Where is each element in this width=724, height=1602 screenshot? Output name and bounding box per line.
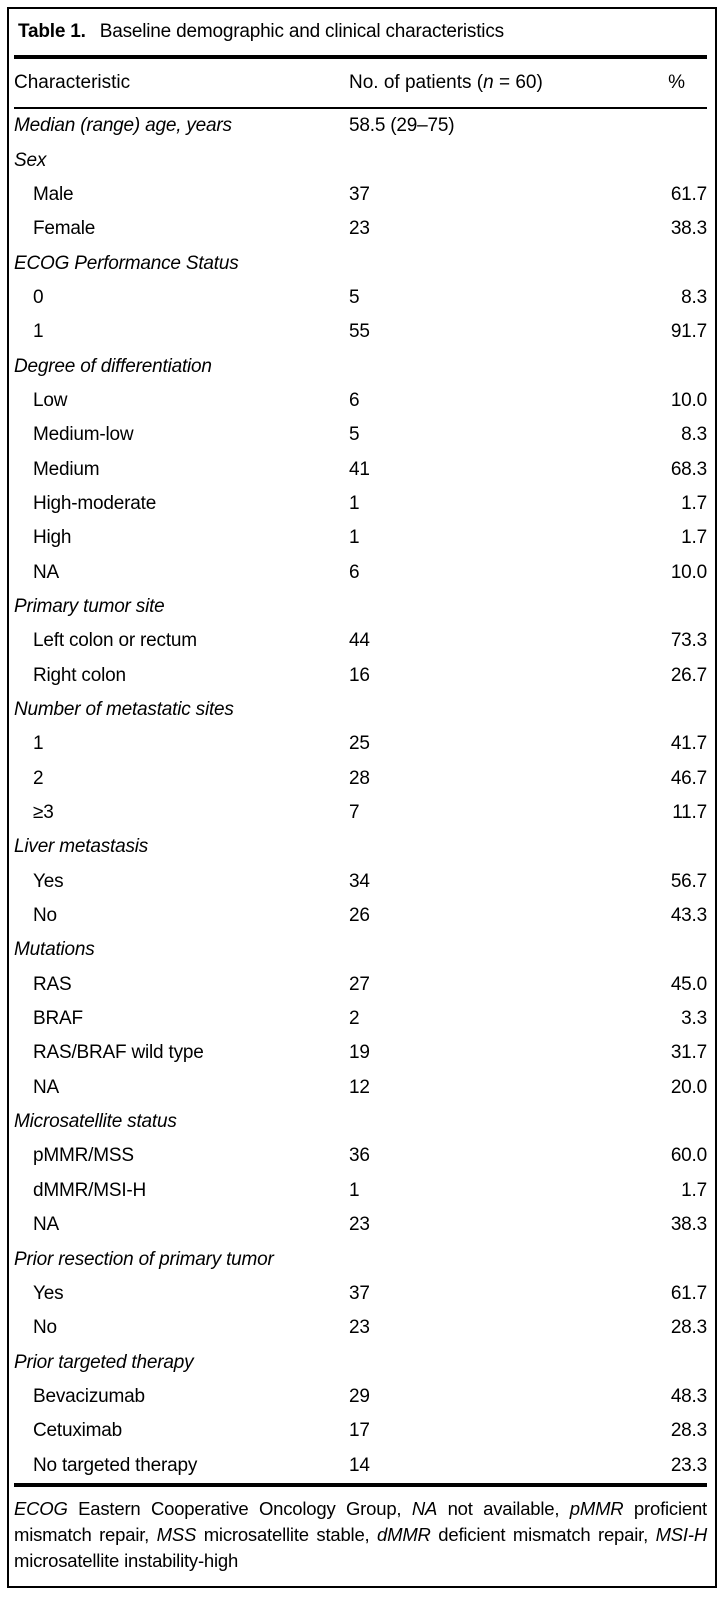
row-patients-value: 6 <box>349 389 360 411</box>
section-row <box>14 246 707 280</box>
row-patients-value: 28 <box>349 767 370 789</box>
section-row <box>14 109 707 143</box>
row-label: Prior resection of primary tumor <box>14 1248 274 1270</box>
row-label: 2 <box>33 767 44 789</box>
row-percent-value: 23.3 <box>670 1454 707 1476</box>
row-patients-value: 37 <box>349 183 370 205</box>
footnote-text: microsatellite instability-high <box>14 1549 239 1571</box>
row-patients-value: 17 <box>349 1420 370 1442</box>
row-patients-value: 16 <box>349 664 370 686</box>
row-label: No targeted therapy <box>33 1454 198 1476</box>
row-patients-value: 29 <box>349 1385 370 1407</box>
row-percent-value: 8.3 <box>681 424 707 446</box>
column-header-row <box>14 59 707 107</box>
footnote-abbreviation: MSS <box>156 1523 197 1545</box>
row-label: High <box>33 527 72 549</box>
row-percent-value: 60.0 <box>670 1145 707 1167</box>
row-percent-value: 11.7 <box>672 802 707 824</box>
data-row <box>14 727 707 761</box>
row-patients-value: 26 <box>349 905 370 927</box>
row-label: Left colon or rectum <box>33 630 197 652</box>
row-label: Right colon <box>33 664 126 686</box>
row-percent-value: 8.3 <box>681 286 707 308</box>
data-row <box>14 968 707 1002</box>
row-label: ECOG Performance Status <box>14 252 239 274</box>
row-label: Primary tumor site <box>14 595 165 617</box>
row-label: Male <box>33 183 74 205</box>
data-row <box>14 1174 707 1208</box>
row-percent-value: 46.7 <box>670 767 707 789</box>
row-percent-value: 1.7 <box>681 492 707 514</box>
row-percent-value: 56.7 <box>670 870 707 892</box>
row-percent-value: 73.3 <box>670 630 707 652</box>
footer-divider <box>14 1483 707 1487</box>
row-patients-value: 1 <box>349 1179 360 1201</box>
row-label: NA <box>33 1076 59 1098</box>
row-percent-value: 1.7 <box>681 1179 707 1201</box>
row-percent-value: 38.3 <box>670 1214 707 1236</box>
row-label: pMMR/MSS <box>33 1145 134 1167</box>
footnote-abbreviation: NA <box>411 1497 438 1519</box>
row-patients-value: 27 <box>349 973 370 995</box>
data-row <box>14 315 707 349</box>
row-label: Microsatellite status <box>14 1111 177 1133</box>
data-row <box>14 865 707 899</box>
row-patients-value: 55 <box>349 321 370 343</box>
data-row <box>14 1036 707 1070</box>
data-row <box>14 418 707 452</box>
row-percent-value: 61.7 <box>670 1282 707 1304</box>
row-label: Number of metastatic sites <box>14 699 234 721</box>
row-label: Bevacizumab <box>33 1385 145 1407</box>
row-patients-value: 23 <box>349 1214 370 1236</box>
row-percent-value: 10.0 <box>670 561 707 583</box>
row-label: Mutations <box>14 939 95 961</box>
data-row <box>14 762 707 796</box>
row-label: 1 <box>33 733 44 755</box>
row-percent-value: 10.0 <box>670 389 707 411</box>
row-label: NA <box>33 1214 59 1236</box>
row-patients-value: 1 <box>349 492 360 514</box>
row-percent-value: 28.3 <box>670 1420 707 1442</box>
footnote-abbreviation: MSI-H <box>655 1523 707 1545</box>
row-patients-value: 7 <box>349 802 360 824</box>
row-patients-value: 1 <box>349 527 360 549</box>
section-row <box>14 1242 707 1276</box>
section-row <box>14 933 707 967</box>
patients-header-prefix: No. of patients ( <box>349 72 484 93</box>
column-header-percent: % <box>668 72 685 93</box>
row-percent-value: 48.3 <box>670 1385 707 1407</box>
row-label: Low <box>33 389 68 411</box>
data-row <box>14 281 707 315</box>
footnote-text: Eastern Cooperative Oncology Group, <box>67 1497 412 1519</box>
footnote-text: proficient mismatch repair, <box>14 1497 707 1545</box>
row-patients-value: 23 <box>349 1317 370 1339</box>
section-row <box>14 590 707 624</box>
data-row <box>14 1071 707 1105</box>
row-label: 1 <box>33 321 44 343</box>
row-label: Degree of differentiation <box>14 355 212 377</box>
row-percent-value: 68.3 <box>670 458 707 480</box>
table-title <box>14 9 707 55</box>
row-patients-value: 37 <box>349 1282 370 1304</box>
data-row <box>14 1380 707 1414</box>
row-patients-value: 36 <box>349 1145 370 1167</box>
data-row <box>14 1414 707 1448</box>
row-patients-value: 19 <box>349 1042 370 1064</box>
patients-header-rest: = 60) <box>493 72 543 93</box>
data-row <box>14 212 707 246</box>
footnote-text: microsatellite stable, <box>196 1523 378 1545</box>
data-row <box>14 1311 707 1345</box>
data-row <box>14 1002 707 1036</box>
row-patients-value: 6 <box>349 561 360 583</box>
data-row <box>14 624 707 658</box>
row-label: Female <box>33 218 96 240</box>
row-label: No <box>33 905 57 927</box>
row-label: Liver metastasis <box>14 836 149 858</box>
abbreviations-footnote <box>14 1496 707 1574</box>
row-label: BRAF <box>33 1008 83 1030</box>
data-row <box>14 899 707 933</box>
row-label: Cetuximab <box>33 1420 123 1442</box>
row-label: Yes <box>33 1282 64 1304</box>
data-row <box>14 487 707 521</box>
row-label: Prior targeted therapy <box>14 1351 194 1373</box>
row-percent-value: 20.0 <box>670 1076 707 1098</box>
row-label: Sex <box>14 149 47 171</box>
row-patients-value: 41 <box>349 458 370 480</box>
footnote-abbreviation: dMMR <box>377 1523 431 1545</box>
data-row <box>14 521 707 555</box>
row-percent-value: 1.7 <box>681 527 707 549</box>
data-row <box>14 1277 707 1311</box>
row-percent-value: 43.3 <box>670 905 707 927</box>
row-label: Medium <box>33 458 100 480</box>
row-label: ≥3 <box>33 802 54 824</box>
data-row <box>14 1448 707 1482</box>
row-patients-value: 58.5 (29–75) <box>349 115 455 137</box>
row-patients-value: 5 <box>349 286 360 308</box>
table-caption: Baseline demographic and clinical characteristics <box>99 21 504 42</box>
section-row <box>14 1345 707 1379</box>
row-label: 0 <box>33 286 44 308</box>
row-patients-value: 5 <box>349 424 360 446</box>
row-label: Medium-low <box>33 424 134 446</box>
row-percent-value: 41.7 <box>670 733 707 755</box>
row-patients-value: 25 <box>349 733 370 755</box>
row-patients-value: 2 <box>349 1008 360 1030</box>
row-patients-value: 12 <box>349 1076 370 1098</box>
section-row <box>14 830 707 864</box>
row-label: RAS <box>33 973 72 995</box>
row-patients-value: 23 <box>349 218 370 240</box>
data-row <box>14 796 707 830</box>
row-percent-value: 91.7 <box>670 321 707 343</box>
table-number: Table 1. <box>18 21 86 42</box>
footnote-text: not available, <box>437 1497 570 1519</box>
data-row <box>14 452 707 486</box>
section-row <box>14 693 707 727</box>
row-percent-value: 45.0 <box>670 973 707 995</box>
patients-header-n: n <box>483 72 494 93</box>
column-header-characteristic: Characteristic <box>14 72 131 93</box>
section-row <box>14 143 707 177</box>
data-row <box>14 659 707 693</box>
section-row <box>14 349 707 383</box>
row-patients-value: 14 <box>349 1454 370 1476</box>
row-label: No <box>33 1317 57 1339</box>
row-label: NA <box>33 561 59 583</box>
row-percent-value: 31.7 <box>670 1042 707 1064</box>
footnote-abbreviation: ECOG <box>14 1497 68 1519</box>
row-label: High-moderate <box>33 492 157 514</box>
table-body <box>14 109 707 1483</box>
data-row <box>14 1139 707 1173</box>
row-percent-value: 3.3 <box>681 1008 707 1030</box>
data-row <box>14 1208 707 1242</box>
data-row <box>14 384 707 418</box>
table-1-card <box>7 7 717 1588</box>
row-percent-value: 26.7 <box>670 664 707 686</box>
section-row <box>14 1105 707 1139</box>
footnote-text: deficient mismatch repair, <box>430 1523 656 1545</box>
row-percent-value: 61.7 <box>670 183 707 205</box>
row-label: dMMR/MSI-H <box>33 1179 147 1201</box>
data-row <box>14 555 707 589</box>
column-header-patients <box>349 72 597 94</box>
row-percent-value: 38.3 <box>670 218 707 240</box>
data-row <box>14 178 707 212</box>
row-label: Yes <box>33 870 64 892</box>
footnote-abbreviation: pMMR <box>569 1497 624 1519</box>
row-label: RAS/BRAF wild type <box>33 1042 204 1064</box>
row-label: Median (range) age, years <box>14 115 232 137</box>
row-patients-value: 44 <box>349 630 370 652</box>
row-patients-value: 34 <box>349 870 370 892</box>
row-percent-value: 28.3 <box>670 1317 707 1339</box>
